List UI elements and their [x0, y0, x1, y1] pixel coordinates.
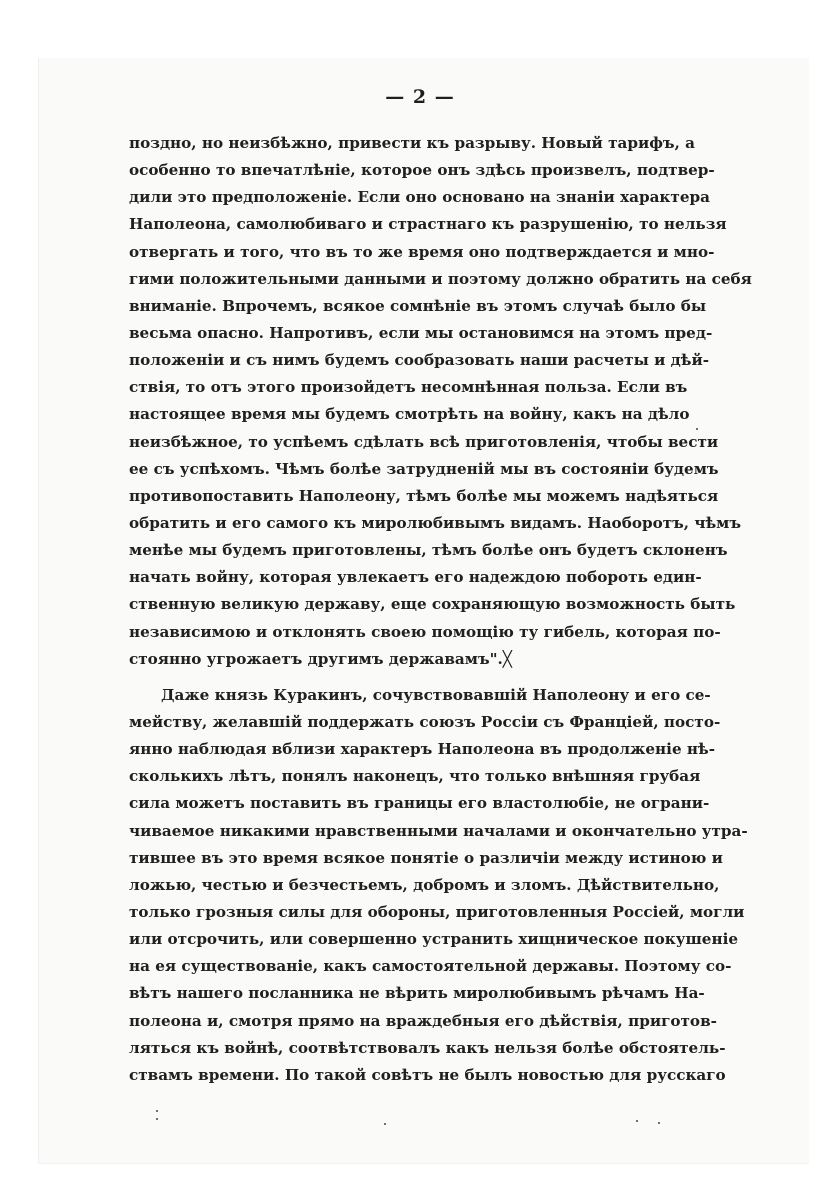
text-line: противопоставить Наполеону, тѣмъ болѣе мы можемъ надѣяться — [129, 486, 719, 505]
text-line: или отсрочить, или совершенно устранить хищническое покушеніе — [129, 930, 739, 949]
text-line: чиваемое никакими нравственными началами и окончательно утра- — [129, 821, 748, 840]
text-line: стоянно угрожаетъ другимъ державамъ".╳ — [129, 649, 512, 668]
text-line: неизбѣжное, то успѣемъ сдѣлать всѣ приготовленія, чтобы вести — [129, 432, 719, 451]
scan-speck — [156, 1118, 158, 1120]
text-line: Наполеона, самолюбиваго и страстнаго къ разрушенію, то нельзя — [129, 215, 727, 234]
text-line: сила можетъ поставить въ границы его властолюбіе, не ограни- — [129, 794, 710, 813]
text-line: ляться къ войнѣ, соотвѣтствовалъ какъ нельзя болѣе обстоятель- — [129, 1038, 726, 1057]
text-line: на ея существованіе, какъ самостоятельной державы. Поэтому со- — [129, 957, 732, 976]
text-line: вѣтъ нашего посланника не вѣрить миролюбивымъ рѣчамъ На- — [129, 984, 705, 1003]
text-line: обратить и его самого къ миролюбивымъ видамъ. Наоборотъ, чѣмъ — [129, 513, 741, 532]
paragraph-1 — [129, 130, 752, 673]
scan-speck — [384, 1123, 386, 1125]
paragraph-gap — [129, 673, 685, 682]
scan-speck — [636, 1120, 638, 1122]
text-line: Даже князь Куракинъ, сочувствовавшій Наполеону и его се- — [161, 685, 711, 704]
text-line: ствамъ времени. По такой совѣтъ не былъ новостью для русскаго — [129, 1065, 726, 1084]
text-line: положеніи и съ нимъ будемъ сообразовать наши расчеты и дѣй- — [129, 351, 710, 370]
text-line: настоящее время мы будемъ смотрѣть на войну, какъ на дѣло — [129, 405, 690, 424]
body-text — [129, 130, 752, 1089]
text-line: тившее въ это время всякое понятіе о различіи между истиною и — [129, 848, 723, 867]
text-line: независимою и отклонять своею помощію ту гибель, которая по- — [129, 622, 721, 641]
text-line: особенно то впечатлѣніе, которое онъ здѣсь произвелъ, подтвер- — [129, 161, 715, 180]
text-line: сколькихъ лѣтъ, понялъ наконецъ, что только внѣшняя грубая — [129, 767, 701, 786]
text-line: весьма опасно. Напротивъ, если мы остановимся на этомъ пред- — [129, 323, 713, 342]
text-line: ложью, честью и безчестьемъ, добромъ и зломъ. Дѣйствительно, — [129, 875, 720, 894]
scan-speck — [658, 1122, 660, 1124]
paragraph-2 — [129, 682, 748, 1089]
page-number: — 2 — — [385, 86, 455, 108]
text-line: отвергать и того, что въ то же время оно подтверждается и мно- — [129, 242, 715, 261]
text-line: полеона и, смотря прямо на враждебныя его дѣйствія, приготов- — [129, 1011, 717, 1030]
text-line: дили это предположеніе. Если оно основано на знаніи характера — [129, 188, 710, 207]
text-line: мейству, желавшій поддержать союзъ Россіи съ Франціей, посто- — [129, 712, 721, 731]
text-line: янно наблюдая вблизи характеръ Наполеона въ продолженіе нѣ- — [129, 740, 715, 759]
scan-speck — [156, 1110, 158, 1112]
text-line: начать войну, которая увлекаетъ его надеждою побороть един- — [129, 568, 702, 587]
text-line: гими положительными данными и поэтому должно обратить на себя — [129, 269, 752, 288]
scan-speck — [696, 428, 698, 430]
text-line: вниманіе. Впрочемъ, всякое сомнѣніе въ этомъ случаѣ было бы — [129, 296, 707, 315]
text-line: ее съ успѣхомъ. Чѣмъ болѣе затрудненій мы въ состояніи будемъ — [129, 459, 719, 478]
text-line: поздно, но неизбѣжно, привести къ разрыву. Новый тарифъ, а — [129, 134, 696, 152]
text-line: ствія, то отъ этого произойдетъ несомнѣнная польза. Если въ — [129, 378, 688, 397]
text-line: ственную великую державу, еще сохраняющую возможность быть — [129, 595, 736, 614]
text-line: только грозныя силы для обороны, приготовленныя Россіей, могли — [129, 902, 745, 921]
text-line: менѣе мы будемъ приготовлены, тѣмъ болѣе онъ будетъ склоненъ — [129, 541, 728, 560]
